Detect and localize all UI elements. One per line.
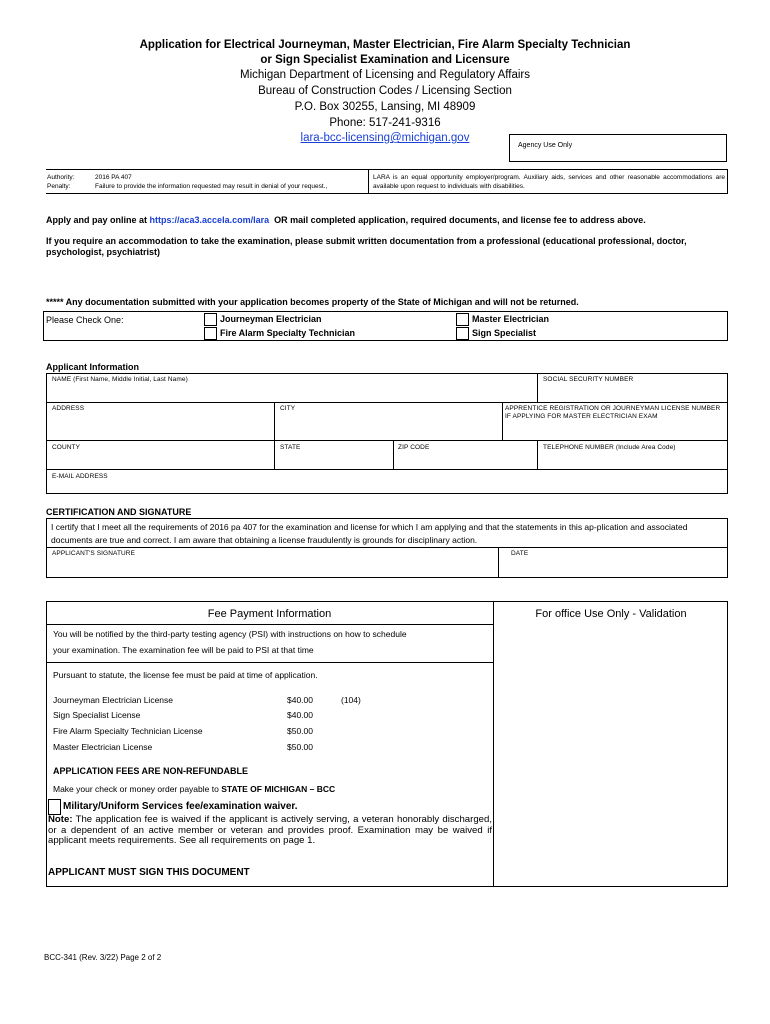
fee-payment-heading: Fee Payment Information <box>207 608 332 620</box>
must-sign-notice: APPLICANT MUST SIGN THIS DOCUMENT <box>48 867 250 878</box>
date-field[interactable]: DATE <box>511 550 529 557</box>
apprentice-number-field[interactable]: APPRENTICE REGISTRATION OR JOURNEYMAN LICENSE NUMBER IF APPLYING FOR MASTER ELECTRICIAN EXAM <box>505 405 721 420</box>
phone-number: Phone: 517-241-9316 <box>329 117 441 129</box>
col-divider-phone <box>537 440 538 469</box>
form-title-line2: or Sign Specialist Examination and Licensure <box>260 54 510 66</box>
master-electrician-checkbox[interactable] <box>456 313 469 326</box>
sign-specialist-checkbox[interactable] <box>456 327 469 340</box>
authority-value: 2016 PA 407 <box>95 174 132 181</box>
psi-divider <box>46 662 493 663</box>
fee-item-code: (104) <box>341 695 361 705</box>
state-field[interactable]: STATE <box>280 444 301 451</box>
form-title-line1: Application for Electrical Journeyman, Master Electrician, Fire Alarm Specialty Technician <box>139 39 631 51</box>
license-type-box <box>43 311 728 341</box>
row-divider-1 <box>46 402 728 403</box>
name-field[interactable]: NAME (First Name, Middle Initial, Last Name) <box>52 376 188 383</box>
waiver-note: Note: The application fee is waived if the applicant is actively serving, a veteran honorably discharged, or a dependent of an active member or veteran and provides proof. Examination may be waived if applicant meets requirements. See all requirements on page 1. <box>48 814 492 846</box>
apply-online-link[interactable]: https://aca3.accela.com/lara <box>149 215 270 225</box>
fee-item-amount: $50.00 <box>287 742 313 752</box>
military-waiver-label: Military/Uniform Services fee/examination waiver. <box>63 801 298 812</box>
col-divider-city <box>274 402 275 469</box>
psi-notice-line1: You will be notified by the third-party testing agency (PSI) with instructions on how to schedule <box>53 629 407 639</box>
agency-use-label: Agency Use Only <box>518 142 573 149</box>
col-divider-ssn <box>537 373 538 402</box>
fee-office-divider <box>493 601 494 887</box>
payable-to-line: Make your check or money order payable to STATE OF MICHIGAN – BCC <box>53 784 336 794</box>
psi-notice-line2: your examination. The examination fee will be paid to PSI at that time <box>53 645 314 655</box>
fee-heading-divider <box>46 624 493 625</box>
lara-notice: LARA is an equal opportunity employer/program. Auxiliary aids, services and other reasonable accommodations are available upon request to individuals with disabilities. <box>373 174 725 190</box>
county-field[interactable]: COUNTY <box>52 444 81 451</box>
bureau-name: Bureau of Construction Codes / Licensing Section <box>258 85 512 97</box>
city-field[interactable]: CITY <box>280 405 296 412</box>
fee-item-amount: $40.00 <box>287 710 313 720</box>
statute-notice: Pursuant to statute, the license fee must be paid at time of application. <box>53 670 318 680</box>
mailing-address: P.O. Box 30255, Lansing, MI 48909 <box>294 101 476 113</box>
row-divider-2 <box>46 440 728 441</box>
form-footer: BCC-341 (Rev. 3/22) Page 2 of 2 <box>44 953 162 962</box>
signature-row-divider <box>46 547 728 548</box>
authority-label: Authority: <box>47 174 75 181</box>
fire-alarm-technician-checkbox[interactable] <box>204 327 217 340</box>
telephone-field[interactable]: TELEPHONE NUMBER (Include Area Code) <box>543 444 676 451</box>
fee-item-name: Fire Alarm Specialty Technician License <box>53 726 203 736</box>
authority-divider <box>368 169 369 194</box>
fee-item-name: Journeyman Electrician License <box>53 695 174 705</box>
journeyman-electrician-checkbox[interactable] <box>204 313 217 326</box>
master-electrician-label: Master Electrician <box>472 314 550 324</box>
department-name: Michigan Department of Licensing and Regulatory Affairs <box>239 69 530 81</box>
signature-field[interactable]: APPLICANT'S SIGNATURE <box>52 550 136 557</box>
col-divider-zip <box>393 440 394 469</box>
penalty-label: Penalty: <box>47 183 71 190</box>
certification-statement: I certify that I meet all the requirements of 2016 pa 407 for the examination and license for which I am applying and that the statements in this ap-plication and associated documents are true and correct. I am aware that obtaining a license fraudulently is grounds for disciplinary action. <box>51 522 688 545</box>
signature-date-divider <box>498 547 499 578</box>
sign-specialist-label: Sign Specialist <box>472 328 537 338</box>
ssn-field[interactable]: SOCIAL SECURITY NUMBER <box>543 376 634 383</box>
fee-item-name: Sign Specialist License <box>53 710 141 720</box>
check-one-label: Please Check One: <box>46 315 124 325</box>
address-field[interactable]: ADDRESS <box>52 405 85 412</box>
journeyman-electrician-label: Journeyman Electrician <box>220 314 322 324</box>
row-divider-3 <box>46 469 728 470</box>
apply-online-line: Apply and pay online at https://aca3.accela.com/lara OR mail completed application, required documents, and license fee to address above. <box>46 215 646 225</box>
penalty-value: Failure to provide the information requested may result in denial of your request., <box>95 183 328 190</box>
accommodation-notice: If you require an accommodation to take the examination, please submit written documentation from a professional (educational professional, doctor, psychologist, psychiatrist) <box>46 236 687 257</box>
fee-item-name: Master Electrician License <box>53 742 153 752</box>
email-field[interactable]: E-MAIL ADDRESS <box>52 473 108 480</box>
col-divider-apprentice <box>502 402 503 440</box>
office-use-heading: For office Use Only - Validation <box>535 608 687 620</box>
fee-item-amount: $40.00 <box>287 695 313 705</box>
property-notice: ***** Any documentation submitted with your application becomes property of the State of Michigan and will not be returned. <box>46 297 579 307</box>
military-waiver-checkbox[interactable] <box>48 799 61 815</box>
agency-use-box <box>509 134 727 162</box>
fire-alarm-technician-label: Fire Alarm Specialty Technician <box>220 328 356 338</box>
zip-field[interactable]: ZIP CODE <box>398 444 430 451</box>
applicant-info-table <box>46 373 728 494</box>
certification-heading: CERTIFICATION AND SIGNATURE <box>46 507 192 517</box>
email-link[interactable]: lara-bcc-licensing@michigan.gov <box>300 132 470 144</box>
fee-item-amount: $50.00 <box>287 726 313 736</box>
nonrefundable-notice: APPLICATION FEES ARE NON-REFUNDABLE <box>53 766 249 776</box>
applicant-info-heading: Applicant Information <box>46 362 139 372</box>
